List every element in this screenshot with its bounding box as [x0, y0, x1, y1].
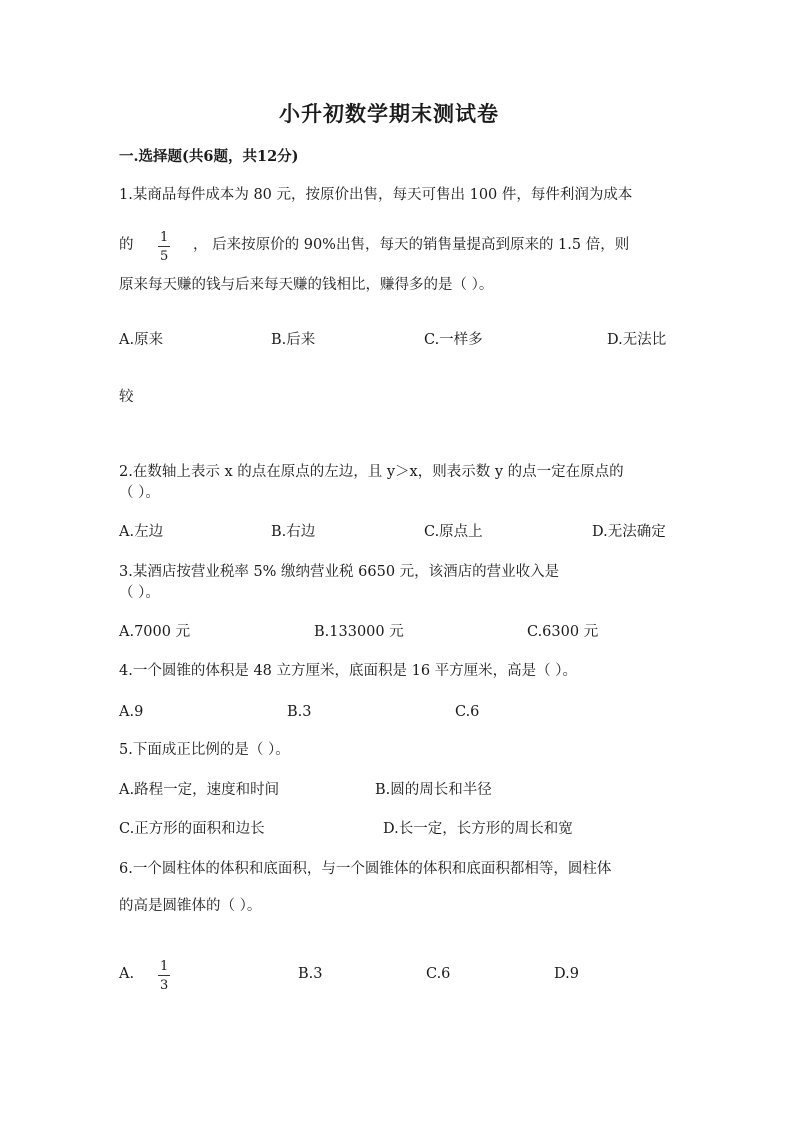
q1-option-b: B.后来	[271, 332, 316, 348]
q5-option-a: A.路程一定，速度和时间	[119, 782, 280, 798]
q1-fraction-denominator: 5	[160, 249, 169, 264]
q6-fraction-denominator: 3	[160, 978, 169, 993]
q2-option-a: A.左边	[119, 524, 164, 540]
q3-option-c: C.6300 元	[527, 624, 599, 640]
q1-prefix: 的	[119, 237, 134, 253]
q1-option-c: C.一样多	[424, 332, 483, 348]
q1-fraction-numerator: 1	[160, 230, 169, 245]
q6-line1: 6.一个圆柱体的体积和底面积，与一个圆锥体的体积和底面积都相等，圆柱体	[119, 861, 612, 877]
q2-line2: （ ）。	[119, 485, 160, 501]
q6-option-d: D.9	[554, 966, 579, 982]
q2-option-c: C.原点上	[424, 524, 483, 540]
q4-option-c: C.6	[455, 704, 480, 720]
q3-line2: （ ）。	[119, 585, 160, 601]
q1-line1: 1.某商品每件成本为 80 元，按原价出售，每天可售出 100 件，每件利润为成本	[119, 187, 633, 203]
q6-option-a-prefix: A.	[119, 966, 135, 982]
q6-option-c: C.6	[426, 966, 451, 982]
q6-option-b: B.3	[298, 966, 323, 982]
q1-line3: 原来每天赚的钱与后来每天赚的钱相比，赚得多的是（ ）。	[119, 277, 494, 293]
q5-option-c: C.正方形的面积和边长	[119, 821, 265, 837]
q6-fraction-numerator: 1	[160, 959, 169, 974]
q4-option-a: A.9	[119, 704, 144, 720]
q5-option-d: D.长一定，长方形的周长和宽	[383, 821, 573, 837]
q1-option-a: A.原来	[119, 332, 164, 348]
q1-option-d: D.无法比	[607, 332, 667, 348]
q3-option-a: A.7000 元	[119, 624, 191, 640]
q5-line1: 5.下面成正比例的是（ ）。	[119, 742, 290, 758]
q6-fraction	[158, 960, 170, 992]
q1-fraction	[158, 231, 170, 263]
page-title: 小升初数学期末测试卷	[279, 101, 499, 126]
q5-option-b: B.圆的周长和半径	[375, 782, 492, 798]
q4-option-b: B.3	[287, 704, 312, 720]
q3-option-b: B.133000 元	[314, 624, 404, 640]
q3-line1: 3.某酒店按营业税率 5% 缴纳营业税 6650 元，该酒店的营业收入是	[119, 564, 560, 580]
q4-line1: 4.一个圆锥的体积是 48 立方厘米，底面积是 16 平方厘米，高是（ ）。	[119, 663, 578, 679]
section-heading: 一.选择题(共6题，共12分)	[119, 148, 299, 165]
q6-line2: 的高是圆锥体的（ ）。	[119, 898, 262, 914]
q2-option-b: B.右边	[271, 524, 316, 540]
q2-line1: 2.在数轴上表示 x 的点在原点的左边，且 y＞x，则表示数 y 的点一定在原点的	[119, 464, 624, 480]
q2-option-d: D.无法确定	[592, 524, 666, 540]
q1-line2: ， 后来按原价的 90%出售，每天的销售量提高到原来的 1.5 倍，则	[193, 237, 630, 253]
q1-option-d-wrap: 较	[119, 389, 134, 405]
